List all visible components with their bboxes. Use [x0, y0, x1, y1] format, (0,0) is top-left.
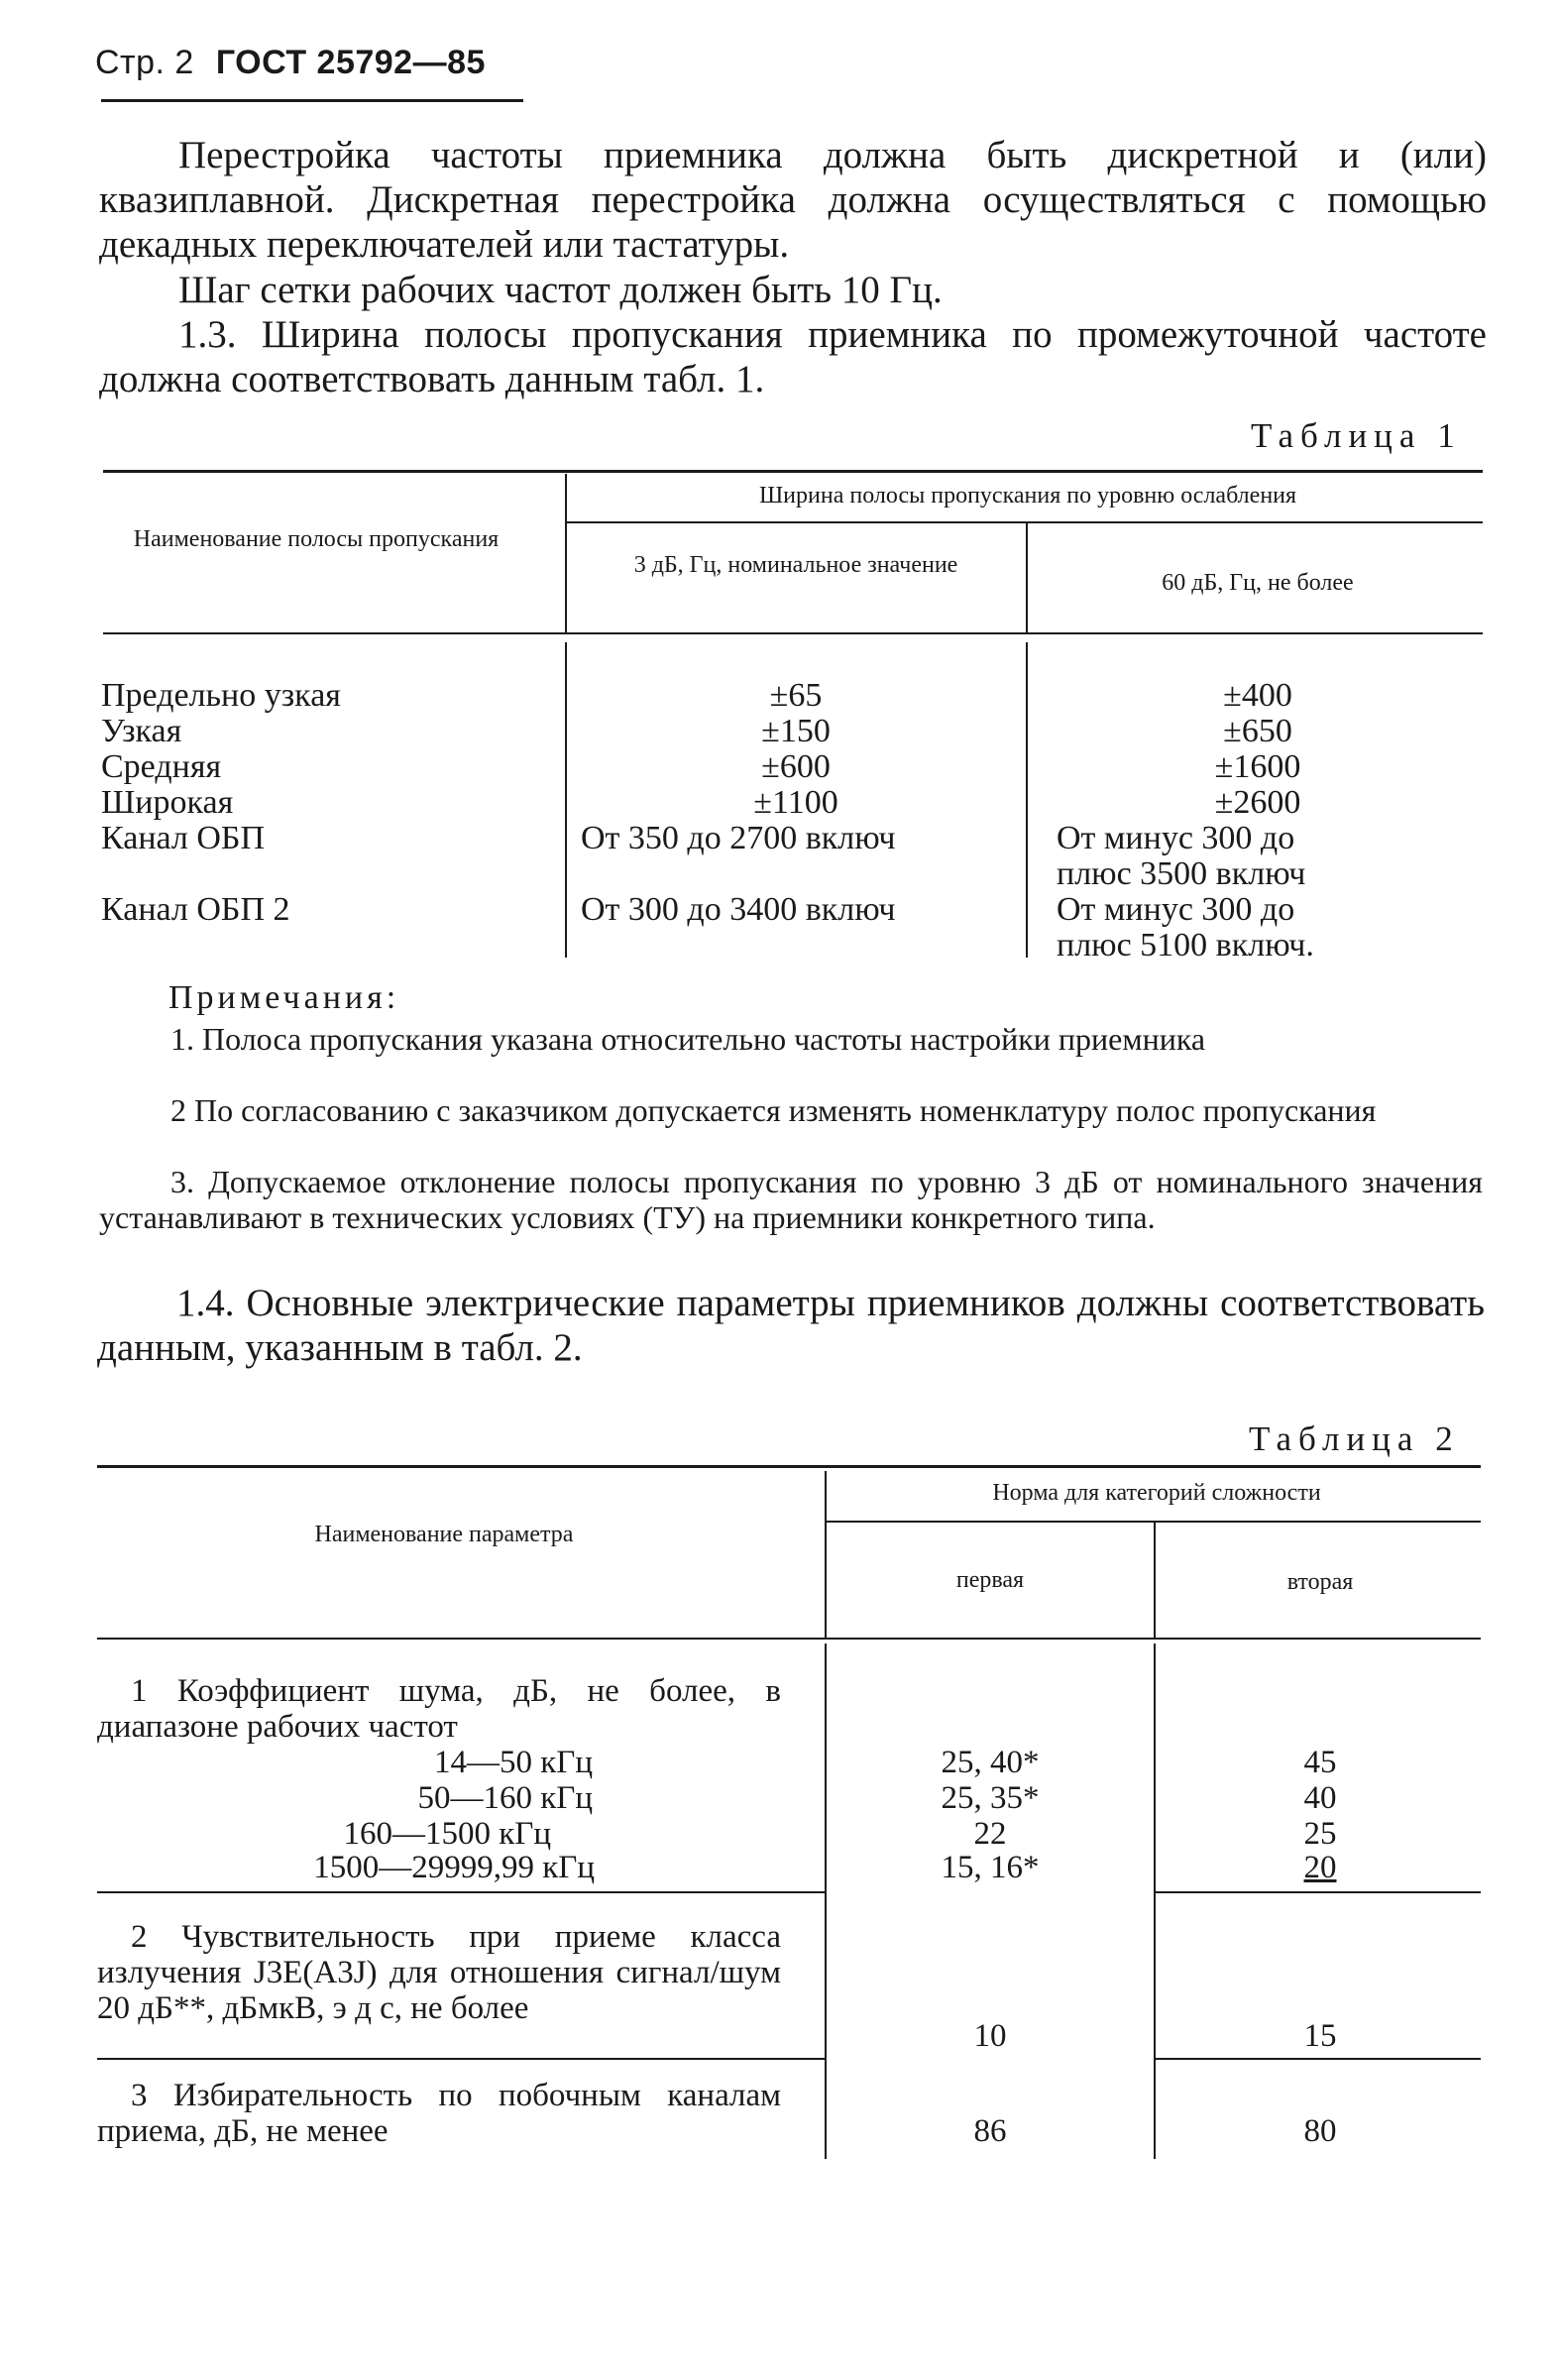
- paragraph-grid-step: Шаг сетки рабочих частот должен быть 10 Гц.: [178, 269, 943, 311]
- table1-row-name: Канал ОБП: [101, 820, 266, 856]
- page-number: Стр. 2: [95, 44, 194, 81]
- table1-row-name: Предельно узкая: [101, 677, 341, 714]
- table2-col-first-header: первая: [955, 1567, 1025, 1593]
- table2-row1-range: 1500—29999,99 кГц: [313, 1850, 595, 1885]
- table2-row1-range: 14—50 кГц: [433, 1745, 593, 1780]
- paragraph-1-3: 1.3. Ширина полосы пропускания приемника по промежуточной частоте должна соответствовать данным табл. 1.: [99, 313, 1487, 400]
- table2-col-name-header: Наименование параметра: [314, 1522, 574, 1547]
- table2-row-rule: [1154, 1891, 1481, 1893]
- table2-body-divider-2: [1154, 1643, 1156, 2159]
- table2-row1-first: 25, 40*: [941, 1745, 1040, 1780]
- standard-number: ГОСТ 25792—85: [215, 44, 486, 81]
- table2-row2-second: 15: [1303, 2018, 1337, 2054]
- table2-row1-range: 50—160 кГц: [417, 1780, 593, 1816]
- header-rule: [101, 99, 523, 102]
- table2-subheader-divider: [1154, 1523, 1156, 1638]
- table1-row-name: Узкая: [101, 713, 182, 749]
- table1-header-divider: [565, 474, 567, 632]
- table1-row-60db: От минус 300 до плюс 5100 включ.: [1057, 891, 1314, 963]
- note-2: 2 По согласованию с заказчиком допускается изменять номенклатуру полос пропускания: [170, 1092, 1377, 1128]
- table1-row-60db: От минус 300 до плюс 3500 включ: [1057, 820, 1306, 892]
- paragraph-retuning: Перестройка частоты приемника должна быть дискретной и (или) квазиплавной. Дискретная перестройка должна осуществляться с помощью декадных переключателей или тастатуры.: [99, 134, 1487, 266]
- table2-row3-first: 86: [973, 2113, 1007, 2149]
- table2-row2-name: 2 Чувствительность при приеме класса излучения J3E(A3J) для отношения сигнал/шум 20 дБ**, дБмкВ, э д с, не более: [97, 1919, 781, 2026]
- table1-row-3db: ±150: [761, 713, 831, 749]
- table1-col-60db-header: 60 дБ, Гц, не более: [1162, 570, 1354, 596]
- table1-col-3db-header: 3 дБ, Гц, номинальное значение: [633, 552, 958, 578]
- table2-header-divider: [825, 1471, 827, 1638]
- table1-subheader-divider: [1026, 523, 1028, 632]
- table2-row2-first: 10: [973, 2018, 1007, 2054]
- table1-row-name: Широкая: [101, 784, 234, 821]
- note-3: 3. Допускаемое отклонение полосы пропускания по уровню 3 дБ от номинального значения устанавливают в технических условиях (ТУ) на приемники конкретного типа.: [99, 1164, 1483, 1235]
- table1-body-divider-1: [565, 642, 567, 958]
- table1-header-rule: [103, 632, 1483, 634]
- table1-col-name-header: Наименование полосы пропускания: [133, 526, 500, 552]
- page-header: [95, 44, 486, 82]
- table2-group-header: Норма для категорий сложности: [992, 1480, 1321, 1506]
- table1-row-60db: ±400: [1223, 677, 1292, 714]
- table1-group-rule: [567, 521, 1483, 523]
- table2-row1-second: 25: [1303, 1816, 1337, 1852]
- table1-row-60db: ±1600: [1214, 748, 1301, 785]
- table1-row-3db: ±600: [761, 748, 831, 785]
- table2-row1-first: 15, 16*: [941, 1850, 1040, 1885]
- table1-row-60db: ±2600: [1214, 784, 1301, 821]
- table1-row-name: Средняя: [101, 748, 222, 785]
- table1-row-3db: От 300 до 3400 включ: [581, 891, 896, 928]
- table2-row1-second: 20: [1303, 1850, 1337, 1885]
- table2-row-rule: [97, 2058, 825, 2060]
- table2-header-rule: [97, 1638, 1481, 1640]
- note-1: 1. Полоса пропускания указана относительно частоты настройки приемника: [170, 1021, 1206, 1057]
- table1-caption: Таблица 1: [1251, 416, 1462, 455]
- table2-body-divider-1: [825, 1643, 827, 2159]
- table2-row1-range: 160—1500 кГц: [343, 1816, 551, 1852]
- table2-caption: Таблица 2: [1249, 1419, 1460, 1458]
- table2-row1-first: 22: [973, 1816, 1007, 1852]
- table1-row-3db: ±65: [769, 677, 823, 714]
- table2-row1-name: 1 Коэффициент шума, дБ, не более, в диапазоне рабочих частот: [97, 1673, 781, 1745]
- table2-row3-name: 3 Избирательность по побочным каналам приема, дБ, не менее: [97, 2078, 781, 2149]
- table1-group-header: Ширина полосы пропускания по уровню ослабления: [758, 483, 1297, 509]
- table2-row1-second: 40: [1303, 1780, 1337, 1816]
- table1-row-name: Канал ОБП 2: [101, 891, 290, 928]
- table2-row-rule: [97, 1891, 825, 1893]
- table2-top-rule: [97, 1465, 1481, 1468]
- table1-row-3db: От 350 до 2700 включ: [581, 820, 896, 856]
- table1-row-3db: ±1100: [753, 784, 838, 821]
- table1-top-rule: [103, 470, 1483, 473]
- table2-col-second-header: вторая: [1286, 1569, 1354, 1595]
- paragraph-1-4: 1.4. Основные электрические параметры приемников должны соответствовать данным, указанным в табл. 2.: [97, 1282, 1485, 1369]
- table2-row3-second: 80: [1303, 2113, 1337, 2149]
- table2-row1-second: 45: [1303, 1745, 1337, 1780]
- table1-row-60db: ±650: [1223, 713, 1292, 749]
- table2-row1-first: 25, 35*: [941, 1780, 1040, 1816]
- table2-row-rule: [1154, 2058, 1481, 2060]
- notes-title: Примечания:: [168, 979, 400, 1016]
- table1-body-divider-2: [1026, 642, 1028, 958]
